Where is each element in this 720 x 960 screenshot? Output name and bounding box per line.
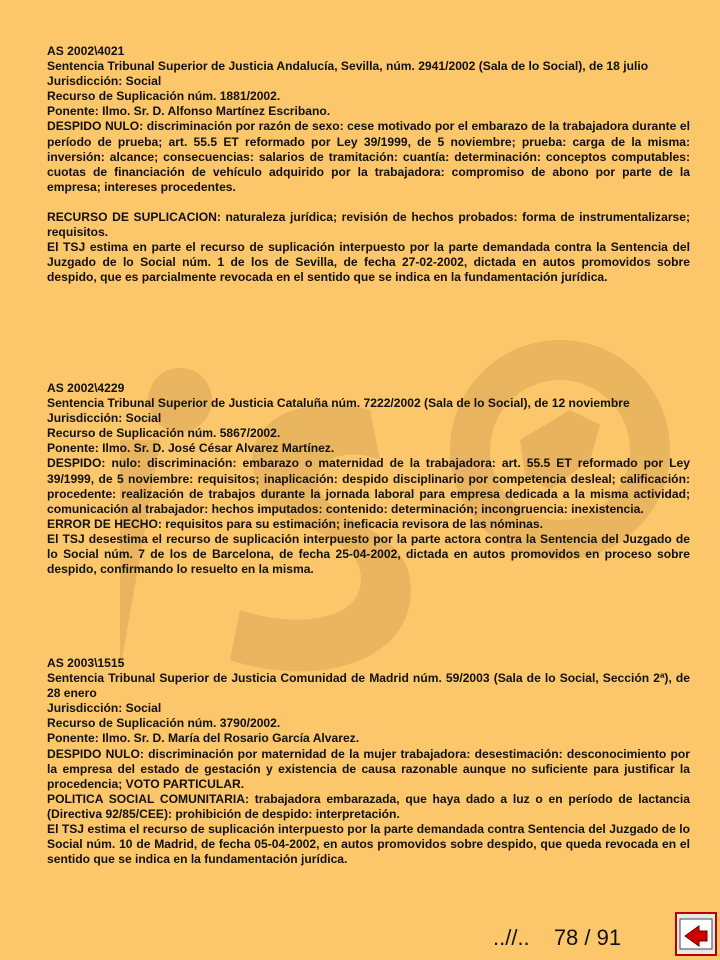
entry-topic-primary: DESPIDO: nulo: discriminación: embarazo o maternidad de la trabajadora: art. 55.5 ET reformado por Ley 39/1999, de 5 noviembre: requisitos; inaplicación: despido disciplinario por competencia desleal; calificación: procedente: realización de trabajos durante la jornada laboral para empresa dedicada a la misma actividad; comunicación al trabajador: hechos imputados: contenido: determinación; incongruencia: inexistencia.	[47, 456, 690, 516]
back-button[interactable]	[675, 912, 717, 956]
entry-topic-primary: DESPIDO NULO: discriminación por maternidad de la mujer trabajadora: desestimación: desconocimiento por la empresa del estado de gestación y existencia de causa razonable aunque no suficiente para justificar la procedencia; VOTO PARTICULAR.	[47, 746, 690, 791]
jurisprudence-entry	[47, 381, 690, 577]
jurisprudence-entry	[47, 656, 690, 867]
entry-summary: El TSJ desestima el recurso de suplicación interpuesto por la parte actora contra la Sentencia del Juzgado de lo Social núm. 7 de los de Barcelona, de fecha 25-04-2002, dictada en autos promovidos en proceso sobre despido, confirmando lo resuelto en la misma.	[47, 531, 690, 577]
entry-jurisdiction: Jurisdicción: Social	[47, 74, 162, 89]
entry-judge: Ponente: Ilmo. Sr. D. José César Alvarez Martínez.	[47, 441, 335, 456]
entry-judge: Ponente: Ilmo. Sr. D. Alfonso Martínez Escribano.	[47, 104, 331, 119]
entry-reference: AS 2002\4229	[47, 381, 125, 395]
continuation-marker: ..//..	[493, 925, 530, 950]
document-body	[47, 44, 690, 867]
back-arrow-icon	[677, 914, 715, 954]
entry-court: Sentencia Tribunal Superior de Justicia Comunidad de Madrid núm. 59/2003 (Sala de lo Social, Sección 2ª), de 28 enero	[47, 671, 690, 701]
entry-reference: AS 2002\4021	[47, 44, 125, 58]
entry-court: Sentencia Tribunal Superior de Justicia Cataluña núm. 7222/2002 (Sala de lo Social), de 12 noviembre	[47, 396, 630, 411]
entry-jurisdiction: Jurisdicción: Social	[47, 701, 162, 716]
entry-jurisdiction: Jurisdicción: Social	[47, 411, 162, 426]
entry-appeal: Recurso de Suplicación núm. 5867/2002.	[47, 426, 281, 441]
entry-judge: Ponente: Ilmo. Sr. D. María del Rosario García Alvarez.	[47, 731, 360, 746]
entry-appeal: Recurso de Suplicación núm. 3790/2002.	[47, 716, 281, 731]
entry-appeal: Recurso de Suplicación núm. 1881/2002.	[47, 89, 281, 104]
page-number: 78 / 91	[553, 925, 622, 950]
entry-topic-secondary: ERROR DE HECHO: requisitos para su estimación; ineficacia revisora de las nóminas.	[47, 516, 543, 531]
entry-topic-secondary: POLITICA SOCIAL COMUNITARIA: trabajadora embarazada, que haya dado a luz o en período de lactancia (Directiva 92/85/CEE): prohibición de despido: interpretación.	[47, 791, 690, 821]
entry-topic-secondary: RECURSO DE SUPLICACION: naturaleza jurídica; revisión de hechos probados: forma de instrumentalizarse; requisitos.	[47, 209, 690, 240]
entry-reference: AS 2003\1515	[47, 656, 125, 670]
entry-summary: El TSJ estima el recurso de suplicación interpuesto por la parte demandada contra Sentencia del Juzgado de lo Social núm. 10 de Madrid, de fecha 05-04-2002, en autos promovidos sobre despido, que queda revocada en el sentido que se indica en la fundamentación jurídica.	[47, 822, 690, 867]
entry-summary: El TSJ estima en parte el recurso de suplicación interpuesto por la parte demandada contra la Sentencia del Juzgado de lo Social núm. 1 de los de Sevilla, de fecha 27-02-2002, dictada en autos promovidos sobre despido, que es parcialmente revocada en el sentido que se indica en la fundamentación jurídica.	[47, 240, 690, 285]
jurisprudence-entry	[47, 44, 690, 285]
entry-court: Sentencia Tribunal Superior de Justicia Andalucía, Sevilla, núm. 2941/2002 (Sala de lo Social), de 18 julio	[47, 59, 649, 74]
entry-topic-primary: DESPIDO NULO: discriminación por razón de sexo: cese motivado por el embarazo de la trabajadora durante el período de prueba; art. 55.5 ET reformado por Ley 39/1999, de 5 noviembre; prueba: carga de la misma: inversión: alcance; consecuencias: salarios de tramitación: cuantía: determinación: conceptos computables: cuotas de financiación de vehículo adquirido por la trabajadora: compromiso de abono por parte de la empresa; intereses procedentes.	[47, 119, 690, 194]
page-footer	[493, 925, 621, 951]
